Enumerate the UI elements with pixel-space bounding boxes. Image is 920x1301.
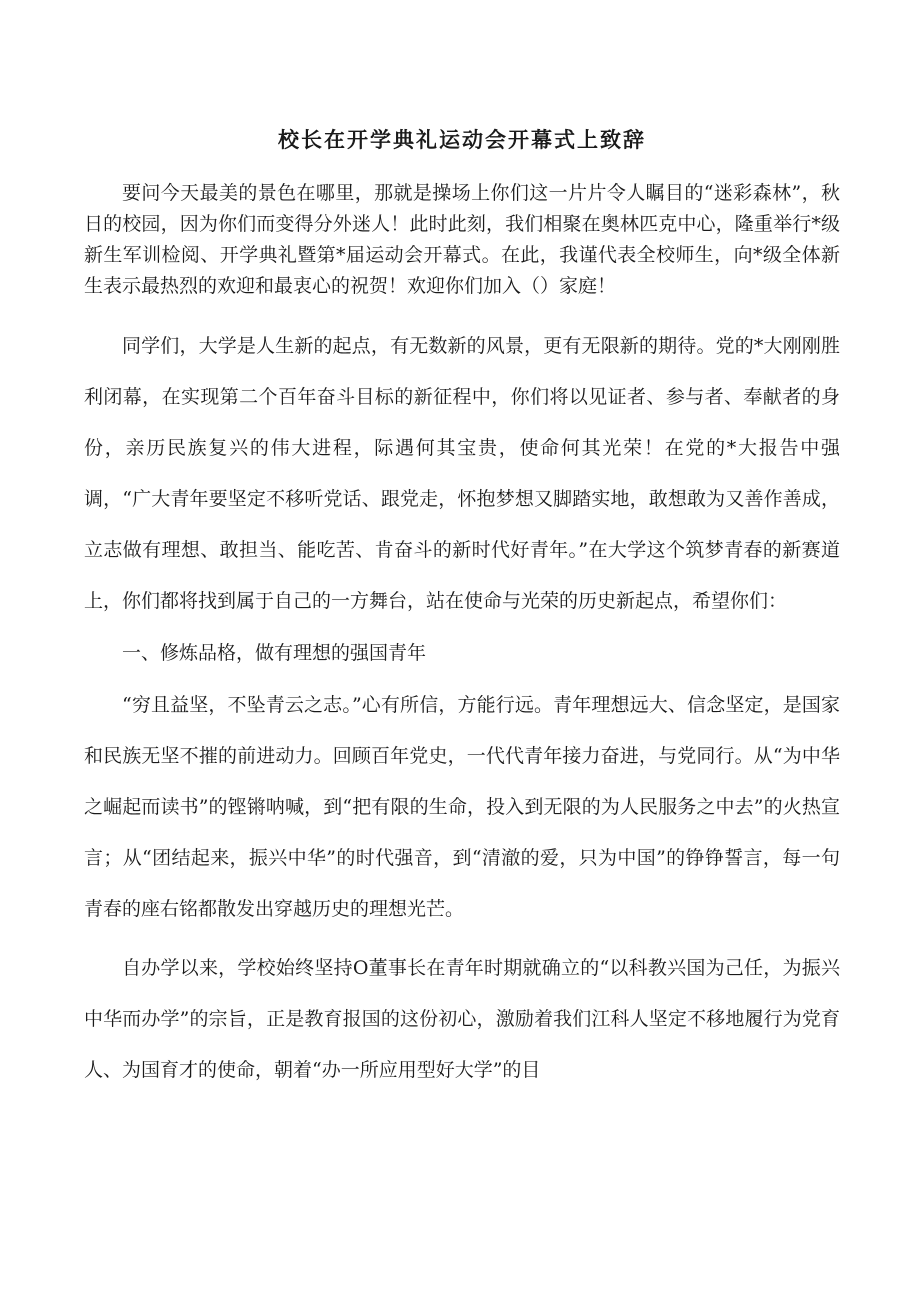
paragraph-ideals: “穷且益坚，不坠青云之志。”心有所信，方能行远。青年理想远大、信念坚定，是国家和民族无坚不摧的前进动力。回顾百年党史，一代代青年接力奋进，与党同行。从“为中华之崛起而读书”的铿锵呐喊，到“把有限的生命，投入到无限的为人民服务之中去”的火热宣言；从“团结起来，振兴中华”的时代强音，到“清澈的爱，只为中国”的铮铮誓言，每一句青春的座右铭都散发出穿越历史的理想光芒。 xyxy=(84,694,840,920)
paragraph-new-starting-point: 同学们，大学是人生新的起点，有无数新的风景，更有无限新的期待。党的*大刚刚胜利闭幕，在实现第二个百年奋斗目标的新征程中，你们将以见证者、参与者、奉献者的身份，亲历民族复兴的伟大进程，际遇何其宝贵，使命何其光荣！在党的*大报告中强调，“广大青年要坚定不移听党话、跟党走，怀抱梦想又脚踏实地，敢想敢为又善作善成，立志做有理想、敢担当、能吃苦、肯奋斗的新时代好青年。”在大学这个筑梦青春的新赛道上，你们都将找到属于自己的一方舞台，站在使命与光荣的历史新起点，希望你们： xyxy=(84,335,840,612)
section-heading-1: 一、修炼品格，做有理想的强国青年 xyxy=(122,642,427,664)
paragraph-welcome: 要问今天最美的景色在哪里，那就是操场上你们这一片片令人瞩目的“迷彩森林”，秋日的校园，因为你们而变得分外迷人！此时此刻，我们相聚在奥林匹克中心，隆重举行*级新生军训检阅、开学典礼暨第*届运动会开幕式。在此，我谨代表全校师生，向*级全体新生表示最热烈的欢迎和最衷心的祝贺！欢迎你们加入（）家庭！ xyxy=(84,182,840,297)
document-title: 校长在开学典礼运动会开幕式上致辞 xyxy=(278,127,646,152)
paragraph-school-mission: 自办学以来，学校始终坚持O董事长在青年时期就确立的“以科教兴国为己任，为振兴中华而办学”的宗旨，正是教育报国的这份初心，激励着我们江科人坚定不移地履行为党育人、为国育才的使命，朝着“办一所应用型好大学”的目 xyxy=(84,957,840,1081)
document-page xyxy=(84,0,840,1096)
